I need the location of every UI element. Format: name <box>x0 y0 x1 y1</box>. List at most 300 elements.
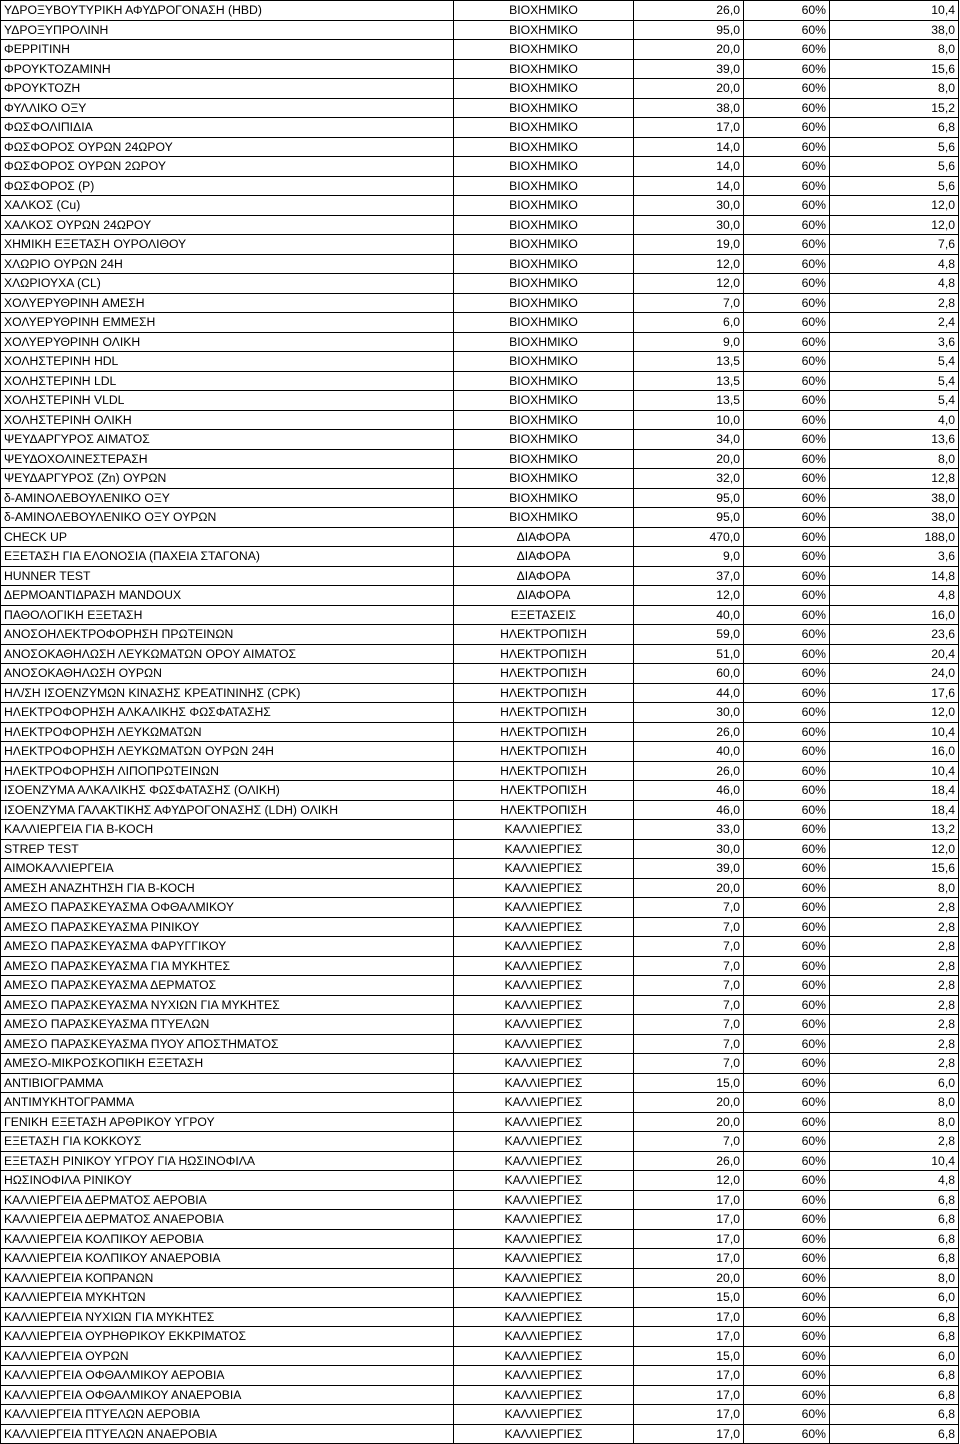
category-cell: ΚΑΛΛΙΕΡΓΙΕΣ <box>454 1346 634 1366</box>
table-row <box>1 683 959 703</box>
category-cell: ΗΛΕΚΤΡΟΠΙΣΗ <box>454 722 634 742</box>
table-row <box>1 956 959 976</box>
percentage-cell: 60% <box>744 508 830 528</box>
percentage-cell: 60% <box>744 859 830 879</box>
price-cell: 38,0 <box>634 98 744 118</box>
exam-name-cell: ΥΔΡΟΞΥΒΟΥΤΥΡΙΚΗ ΑΦΥΔΡΟΓΟΝΑΣΗ (HBD) <box>1 1 454 21</box>
price-cell: 33,0 <box>634 820 744 840</box>
category-cell: ΔΙΑΦΟΡΑ <box>454 586 634 606</box>
percentage-cell: 60% <box>744 430 830 450</box>
price-cell: 95,0 <box>634 488 744 508</box>
table-row <box>1 1171 959 1191</box>
table-row <box>1 1132 959 1152</box>
table-row <box>1 40 959 60</box>
category-cell: ΚΑΛΛΙΕΡΓΙΕΣ <box>454 898 634 918</box>
percentage-cell: 60% <box>744 1151 830 1171</box>
percentage-cell: 60% <box>744 59 830 79</box>
percentage-cell: 60% <box>744 488 830 508</box>
table-row <box>1 274 959 294</box>
table-row <box>1 547 959 567</box>
percentage-cell: 60% <box>744 1132 830 1152</box>
value-cell: 38,0 <box>830 508 959 528</box>
percentage-cell: 60% <box>744 1268 830 1288</box>
table-row <box>1 644 959 664</box>
exam-name-cell: ΚΑΛΛΙΕΡΓΕΙΑ ΚΟΛΠΙΚΟΥ ΑΝΑΕΡΟΒΙΑ <box>1 1249 454 1269</box>
price-cell: 12,0 <box>634 586 744 606</box>
price-cell: 17,0 <box>634 1405 744 1425</box>
exam-name-cell: CHECK UP <box>1 527 454 547</box>
percentage-cell: 60% <box>744 137 830 157</box>
category-cell: ΚΑΛΛΙΕΡΓΙΕΣ <box>454 1073 634 1093</box>
percentage-cell: 60% <box>744 898 830 918</box>
price-cell: 20,0 <box>634 79 744 99</box>
table-row <box>1 742 959 762</box>
percentage-cell: 60% <box>744 1307 830 1327</box>
category-cell: ΒΙΟΧΗΜΙΚΟ <box>454 40 634 60</box>
price-cell: 7,0 <box>634 956 744 976</box>
category-cell: ΗΛΕΚΤΡΟΠΙΣΗ <box>454 781 634 801</box>
table-row <box>1 215 959 235</box>
exam-name-cell: ΗΛΕΚΤΡΟΦΟΡΗΣΗ ΛΕΥΚΩΜΑΤΩΝ <box>1 722 454 742</box>
price-cell: 17,0 <box>634 1385 744 1405</box>
exam-name-cell: ΦΡΟΥΚΤΟΖΗ <box>1 79 454 99</box>
value-cell: 10,4 <box>830 1151 959 1171</box>
value-cell: 15,6 <box>830 859 959 879</box>
exam-name-cell: ΧΑΛΚΟΣ ΟΥΡΩΝ 24ΩΡΟΥ <box>1 215 454 235</box>
exam-name-cell: ΑΜΕΣΟ ΠΑΡΑΣΚΕΥΑΣΜΑ ΦΑΡΥΓΓΙΚΟΥ <box>1 937 454 957</box>
percentage-cell: 60% <box>744 254 830 274</box>
value-cell: 6,8 <box>830 1405 959 1425</box>
price-cell: 7,0 <box>634 898 744 918</box>
percentage-cell: 60% <box>744 995 830 1015</box>
percentage-cell: 60% <box>744 956 830 976</box>
table-row <box>1 1151 959 1171</box>
price-cell: 20,0 <box>634 1112 744 1132</box>
percentage-cell: 60% <box>744 410 830 430</box>
value-cell: 5,4 <box>830 352 959 372</box>
price-cell: 15,0 <box>634 1288 744 1308</box>
percentage-cell: 60% <box>744 1112 830 1132</box>
percentage-cell: 60% <box>744 781 830 801</box>
percentage-cell: 60% <box>744 1424 830 1444</box>
exam-name-cell: ΚΑΛΛΙΕΡΓΕΙΑ ΜΥΚΗΤΩΝ <box>1 1288 454 1308</box>
category-cell: ΒΙΟΧΗΜΙΚΟ <box>454 352 634 372</box>
exam-name-cell: ΚΑΛΛΙΕΡΓΕΙΑ ΟΦΘΑΛΜΙΚΟΥ ΑΝΑΕΡΟΒΙΑ <box>1 1385 454 1405</box>
value-cell: 8,0 <box>830 878 959 898</box>
table-row <box>1 1112 959 1132</box>
price-cell: 32,0 <box>634 469 744 489</box>
table-row <box>1 508 959 528</box>
price-cell: 9,0 <box>634 547 744 567</box>
price-cell: 95,0 <box>634 508 744 528</box>
value-cell: 3,6 <box>830 332 959 352</box>
value-cell: 5,6 <box>830 176 959 196</box>
table-row <box>1 820 959 840</box>
table-row <box>1 1346 959 1366</box>
category-cell: ΚΑΛΛΙΕΡΓΙΕΣ <box>454 937 634 957</box>
price-cell: 14,0 <box>634 157 744 177</box>
exam-name-cell: ΑΜΕΣΟ ΠΑΡΑΣΚΕΥΑΣΜΑ ΠΥΟΥ ΑΠΟΣΤΗΜΑΤΟΣ <box>1 1034 454 1054</box>
price-cell: 7,0 <box>634 937 744 957</box>
table-row <box>1 898 959 918</box>
percentage-cell: 60% <box>744 157 830 177</box>
value-cell: 8,0 <box>830 79 959 99</box>
table-row <box>1 566 959 586</box>
price-cell: 7,0 <box>634 995 744 1015</box>
price-cell: 39,0 <box>634 859 744 879</box>
price-cell: 17,0 <box>634 1190 744 1210</box>
category-cell: ΚΑΛΛΙΕΡΓΙΕΣ <box>454 1405 634 1425</box>
exam-name-cell: ΧΟΛΗΣΤΕΡΙΝΗ ΟΛΙΚΗ <box>1 410 454 430</box>
category-cell: ΒΙΟΧΗΜΙΚΟ <box>454 274 634 294</box>
percentage-cell: 60% <box>744 722 830 742</box>
table-row <box>1 976 959 996</box>
percentage-cell: 60% <box>744 1034 830 1054</box>
table-row <box>1 20 959 40</box>
table-row <box>1 703 959 723</box>
table-row <box>1 1327 959 1347</box>
exam-name-cell: ΑΜΕΣΟ ΠΑΡΑΣΚΕΥΑΣΜΑ ΔΕΡΜΑΤΟΣ <box>1 976 454 996</box>
percentage-cell: 60% <box>744 215 830 235</box>
value-cell: 6,8 <box>830 1190 959 1210</box>
category-cell: ΚΑΛΛΙΕΡΓΙΕΣ <box>454 1093 634 1113</box>
percentage-cell: 60% <box>744 820 830 840</box>
table-row <box>1 449 959 469</box>
category-cell: ΚΑΛΛΙΕΡΓΙΕΣ <box>454 1229 634 1249</box>
price-cell: 20,0 <box>634 878 744 898</box>
value-cell: 23,6 <box>830 625 959 645</box>
table-row <box>1 781 959 801</box>
price-cell: 30,0 <box>634 215 744 235</box>
table-row <box>1 293 959 313</box>
table-row <box>1 878 959 898</box>
price-cell: 46,0 <box>634 781 744 801</box>
value-cell: 2,8 <box>830 1054 959 1074</box>
category-cell: ΚΑΛΛΙΕΡΓΙΕΣ <box>454 917 634 937</box>
price-cell: 30,0 <box>634 839 744 859</box>
percentage-cell: 60% <box>744 527 830 547</box>
category-cell: ΒΙΟΧΗΜΙΚΟ <box>454 137 634 157</box>
category-cell: ΒΙΟΧΗΜΙΚΟ <box>454 293 634 313</box>
table-row <box>1 761 959 781</box>
price-cell: 26,0 <box>634 761 744 781</box>
category-cell: ΚΑΛΛΙΕΡΓΙΕΣ <box>454 956 634 976</box>
price-cell: 39,0 <box>634 59 744 79</box>
exam-name-cell: ΨΕΥΔΟΧΟΛΙΝΕΣΤΕΡΑΣΗ <box>1 449 454 469</box>
category-cell: ΒΙΟΧΗΜΙΚΟ <box>454 176 634 196</box>
exam-name-cell: ΨΕΥΔΑΡΓΥΡΟΣ ΑΙΜΑΤΟΣ <box>1 430 454 450</box>
percentage-cell: 60% <box>744 1 830 21</box>
value-cell: 5,6 <box>830 157 959 177</box>
exam-name-cell: ΧΟΛΥΕΡΥΘΡΙΝΗ ΟΛΙΚΗ <box>1 332 454 352</box>
value-cell: 12,8 <box>830 469 959 489</box>
category-cell: ΗΛΕΚΤΡΟΠΙΣΗ <box>454 742 634 762</box>
percentage-cell: 60% <box>744 1366 830 1386</box>
category-cell: ΚΑΛΛΙΕΡΓΙΕΣ <box>454 1268 634 1288</box>
percentage-cell: 60% <box>744 469 830 489</box>
price-cell: 95,0 <box>634 20 744 40</box>
table-row <box>1 1093 959 1113</box>
table-row <box>1 1210 959 1230</box>
value-cell: 188,0 <box>830 527 959 547</box>
value-cell: 6,8 <box>830 1385 959 1405</box>
value-cell: 5,4 <box>830 391 959 411</box>
category-cell: ΚΑΛΛΙΕΡΓΙΕΣ <box>454 1288 634 1308</box>
table-row <box>1 1190 959 1210</box>
table-row <box>1 1405 959 1425</box>
exam-name-cell: ΧΟΛΗΣΤΕΡΙΝΗ LDL <box>1 371 454 391</box>
exam-name-cell: ΗΛΕΚΤΡΟΦΟΡΗΣΗ ΛΙΠΟΠΡΩΤΕΙΝΩΝ <box>1 761 454 781</box>
table-row <box>1 488 959 508</box>
value-cell: 6,0 <box>830 1346 959 1366</box>
category-cell: ΒΙΟΧΗΜΙΚΟ <box>454 410 634 430</box>
value-cell: 15,2 <box>830 98 959 118</box>
category-cell: ΚΑΛΛΙΕΡΓΙΕΣ <box>454 859 634 879</box>
table-row <box>1 586 959 606</box>
value-cell: 12,0 <box>830 839 959 859</box>
category-cell: ΕΞΕΤΑΣΕΙΣ <box>454 605 634 625</box>
category-cell: ΚΑΛΛΙΕΡΓΙΕΣ <box>454 839 634 859</box>
category-cell: ΚΑΛΛΙΕΡΓΙΕΣ <box>454 1015 634 1035</box>
exam-name-cell: ΚΑΛΛΙΕΡΓΕΙΑ ΚΟΠΡΑΝΩΝ <box>1 1268 454 1288</box>
value-cell: 2,8 <box>830 898 959 918</box>
value-cell: 2,8 <box>830 995 959 1015</box>
value-cell: 4,8 <box>830 274 959 294</box>
value-cell: 10,4 <box>830 1 959 21</box>
table-row <box>1 157 959 177</box>
category-cell: ΗΛΕΚΤΡΟΠΙΣΗ <box>454 683 634 703</box>
table-row <box>1 800 959 820</box>
exam-name-cell: ΦΩΣΦΟΛΙΠΙΔΙΑ <box>1 118 454 138</box>
category-cell: ΒΙΟΧΗΜΙΚΟ <box>454 508 634 528</box>
exam-name-cell: ΑΜΕΣΟ ΠΑΡΑΣΚΕΥΑΣΜΑ ΝΥΧΙΩΝ ΓΙΑ ΜΥΚΗΤΕΣ <box>1 995 454 1015</box>
table-row <box>1 469 959 489</box>
percentage-cell: 60% <box>744 937 830 957</box>
table-row <box>1 1307 959 1327</box>
value-cell: 6,8 <box>830 1249 959 1269</box>
value-cell: 13,2 <box>830 820 959 840</box>
value-cell: 8,0 <box>830 1268 959 1288</box>
percentage-cell: 60% <box>744 1093 830 1113</box>
price-cell: 7,0 <box>634 293 744 313</box>
table-row <box>1 332 959 352</box>
category-cell: ΚΑΛΛΙΕΡΓΙΕΣ <box>454 1112 634 1132</box>
percentage-cell: 60% <box>744 1327 830 1347</box>
value-cell: 2,8 <box>830 976 959 996</box>
category-cell: ΗΛΕΚΤΡΟΠΙΣΗ <box>454 625 634 645</box>
percentage-cell: 60% <box>744 118 830 138</box>
exam-name-cell: ΑΜΕΣΟ ΠΑΡΑΣΚΕΥΑΣΜΑ ΡΙΝΙΚΟΥ <box>1 917 454 937</box>
category-cell: ΚΑΛΛΙΕΡΓΙΕΣ <box>454 1307 634 1327</box>
percentage-cell: 60% <box>744 1015 830 1035</box>
exam-name-cell: ΙΣΟΕΝΖΥΜΑ ΓΑΛΑΚΤΙΚΗΣ ΑΦΥΔΡΟΓΟΝΑΣΗΣ (LDH) ΟΛΙΚΗ <box>1 800 454 820</box>
percentage-cell: 60% <box>744 1385 830 1405</box>
price-cell: 9,0 <box>634 332 744 352</box>
percentage-cell: 60% <box>744 703 830 723</box>
exam-name-cell: ΙΣΟΕΝΖΥΜΑ ΑΛΚΑΛΙΚΗΣ ΦΩΣΦΑΤΑΣΗΣ (ΟΛΙΚΗ) <box>1 781 454 801</box>
price-cell: 46,0 <box>634 800 744 820</box>
table-row <box>1 1 959 21</box>
table-row <box>1 1366 959 1386</box>
exam-name-cell: ΑΝΤΙΒΙΟΓΡΑΜΜΑ <box>1 1073 454 1093</box>
percentage-cell: 60% <box>744 293 830 313</box>
exam-name-cell: ΚΑΛΛΙΕΡΓΕΙΑ ΟΥΡΗΘΡΙΚΟΥ ΕΚΚΡΙΜΑΤΟΣ <box>1 1327 454 1347</box>
exam-name-cell: ΧΛΩΡΙΟ ΟΥΡΩΝ 24Η <box>1 254 454 274</box>
exam-name-cell: ΔΕΡΜΟΑΝΤΙΔΡΑΣΗ MANDOUX <box>1 586 454 606</box>
exam-name-cell: ΑΝΟΣΟΚΑΘΗΛΩΣΗ ΛΕΥΚΩΜΑΤΩΝ ΟΡΟΥ ΑΙΜΑΤΟΣ <box>1 644 454 664</box>
exam-name-cell: ΧΛΩΡΙΟΥΧΑ (CL) <box>1 274 454 294</box>
price-cell: 37,0 <box>634 566 744 586</box>
table-row <box>1 1015 959 1035</box>
category-cell: ΒΙΟΧΗΜΙΚΟ <box>454 254 634 274</box>
price-cell: 59,0 <box>634 625 744 645</box>
percentage-cell: 60% <box>744 1346 830 1366</box>
category-cell: ΒΙΟΧΗΜΙΚΟ <box>454 98 634 118</box>
percentage-cell: 60% <box>744 1073 830 1093</box>
exam-name-cell: ΚΑΛΛΙΕΡΓΕΙΑ ΠΤΥΕΛΩΝ ΑΝΑΕΡΟΒΙΑ <box>1 1424 454 1444</box>
exam-name-cell: ΧΗΜΙΚΗ ΕΞΕΤΑΣΗ ΟΥΡΟΛΙΘΟΥ <box>1 235 454 255</box>
value-cell: 6,8 <box>830 1307 959 1327</box>
exam-name-cell: ΕΞΕΤΑΣΗ ΓΙΑ ΚΟΚΚΟΥΣ <box>1 1132 454 1152</box>
value-cell: 8,0 <box>830 1112 959 1132</box>
value-cell: 6,8 <box>830 1366 959 1386</box>
price-cell: 7,0 <box>634 976 744 996</box>
value-cell: 8,0 <box>830 449 959 469</box>
category-cell: ΒΙΟΧΗΜΙΚΟ <box>454 196 634 216</box>
category-cell: ΒΙΟΧΗΜΙΚΟ <box>454 391 634 411</box>
exam-name-cell: ΑΜΕΣΗ ΑΝΑΖΗΤΗΣΗ ΓΙΑ Β-ΚΟCH <box>1 878 454 898</box>
percentage-cell: 60% <box>744 79 830 99</box>
table-row <box>1 118 959 138</box>
value-cell: 2,8 <box>830 1015 959 1035</box>
price-cell: 17,0 <box>634 1249 744 1269</box>
value-cell: 14,8 <box>830 566 959 586</box>
category-cell: ΒΙΟΧΗΜΙΚΟ <box>454 235 634 255</box>
table-row <box>1 371 959 391</box>
table-row <box>1 605 959 625</box>
category-cell: ΔΙΑΦΟΡΑ <box>454 547 634 567</box>
exam-name-cell: HUNNER TEST <box>1 566 454 586</box>
value-cell: 10,4 <box>830 722 959 742</box>
value-cell: 4,8 <box>830 586 959 606</box>
category-cell: ΒΙΟΧΗΜΙΚΟ <box>454 488 634 508</box>
value-cell: 12,0 <box>830 215 959 235</box>
price-cell: 15,0 <box>634 1346 744 1366</box>
value-cell: 38,0 <box>830 488 959 508</box>
value-cell: 2,8 <box>830 1132 959 1152</box>
price-cell: 20,0 <box>634 1268 744 1288</box>
category-cell: ΚΑΛΛΙΕΡΓΙΕΣ <box>454 1366 634 1386</box>
exam-name-cell: ΚΑΛΛΙΕΡΓΕΙΑ ΝΥΧΙΩΝ ΓΙΑ ΜΥΚΗΤΕΣ <box>1 1307 454 1327</box>
price-cell: 13,5 <box>634 352 744 372</box>
percentage-cell: 60% <box>744 976 830 996</box>
exam-name-cell: ΕΞΕΤΑΣΗ ΓΙΑ ΕΛΟΝΟΣΙΑ (ΠΑΧΕΙΑ ΣΤΑΓΟΝΑ) <box>1 547 454 567</box>
value-cell: 6,8 <box>830 1210 959 1230</box>
value-cell: 17,6 <box>830 683 959 703</box>
table-row <box>1 937 959 957</box>
exam-name-cell: ΑΜΕΣΟ-ΜΙΚΡΟΣΚΟΠΙΚΗ ΕΞΕΤΑΣΗ <box>1 1054 454 1074</box>
value-cell: 5,4 <box>830 371 959 391</box>
category-cell: ΒΙΟΧΗΜΙΚΟ <box>454 79 634 99</box>
table-row <box>1 391 959 411</box>
category-cell: ΒΙΟΧΗΜΙΚΟ <box>454 1 634 21</box>
category-cell: ΚΑΛΛΙΕΡΓΙΕΣ <box>454 1249 634 1269</box>
percentage-cell: 60% <box>744 196 830 216</box>
exam-name-cell: ΧΟΛΗΣΤΕΡΙΝΗ HDL <box>1 352 454 372</box>
category-cell: ΒΙΟΧΗΜΙΚΟ <box>454 371 634 391</box>
value-cell: 6,8 <box>830 1424 959 1444</box>
table-row <box>1 313 959 333</box>
table-row <box>1 235 959 255</box>
table-row <box>1 79 959 99</box>
price-cell: 12,0 <box>634 1171 744 1191</box>
percentage-cell: 60% <box>744 352 830 372</box>
table-row <box>1 430 959 450</box>
exam-name-cell: ΧΟΛΥΕΡΥΘΡΙΝΗ ΕΜΜΕΣΗ <box>1 313 454 333</box>
exam-name-cell: ΠΑΘΟΛΟΓΙΚΗ ΕΞΕΤΑΣΗ <box>1 605 454 625</box>
category-cell: ΔΙΑΦΟΡΑ <box>454 527 634 547</box>
value-cell: 5,6 <box>830 137 959 157</box>
category-cell: ΚΑΛΛΙΕΡΓΙΕΣ <box>454 820 634 840</box>
table-row <box>1 859 959 879</box>
value-cell: 13,6 <box>830 430 959 450</box>
value-cell: 2,8 <box>830 917 959 937</box>
category-cell: ΗΛΕΚΤΡΟΠΙΣΗ <box>454 664 634 684</box>
category-cell: ΔΙΑΦΟΡΑ <box>454 566 634 586</box>
exam-name-cell: ΚΑΛΛΙΕΡΓΕΙΑ ΟΥΡΩΝ <box>1 1346 454 1366</box>
table-row <box>1 1229 959 1249</box>
price-cell: 17,0 <box>634 1229 744 1249</box>
category-cell: ΗΛΕΚΤΡΟΠΙΣΗ <box>454 703 634 723</box>
price-cell: 20,0 <box>634 1093 744 1113</box>
percentage-cell: 60% <box>744 274 830 294</box>
table-row <box>1 137 959 157</box>
exam-name-cell: ΗΛ/ΣΗ ΙΣΟΕΝΖΥΜΩΝ ΚΙΝΑΣΗΣ ΚΡΕΑΤΙΝΙΝΗΣ (CPK) <box>1 683 454 703</box>
percentage-cell: 60% <box>744 313 830 333</box>
exam-name-cell: ΚΑΛΛΙΕΡΓΕΙΑ ΚΟΛΠΙΚΟΥ ΑΕΡΟΒΙΑ <box>1 1229 454 1249</box>
value-cell: 20,4 <box>830 644 959 664</box>
exam-name-cell: ΑΜΕΣΟ ΠΑΡΑΣΚΕΥΑΣΜΑ ΠΤΥΕΛΩΝ <box>1 1015 454 1035</box>
value-cell: 7,6 <box>830 235 959 255</box>
exam-name-cell: ΕΞΕΤΑΣΗ ΡΙΝΙΚΟΥ ΥΓΡΟΥ ΓΙΑ ΗΩΣΙΝΟΦΙΛΑ <box>1 1151 454 1171</box>
price-cell: 12,0 <box>634 274 744 294</box>
exam-name-cell: ΧΑΛΚΟΣ (Cu) <box>1 196 454 216</box>
table-row <box>1 410 959 430</box>
percentage-cell: 60% <box>744 1190 830 1210</box>
price-cell: 51,0 <box>634 644 744 664</box>
value-cell: 18,4 <box>830 781 959 801</box>
category-cell: ΚΑΛΛΙΕΡΓΙΕΣ <box>454 1034 634 1054</box>
percentage-cell: 60% <box>744 605 830 625</box>
exam-name-cell: δ-ΑΜΙΝΟΛΕΒΟΥΛΕΝΙΚΟ ΟΞΥ ΟΥΡΩΝ <box>1 508 454 528</box>
value-cell: 8,0 <box>830 1093 959 1113</box>
percentage-cell: 60% <box>744 1229 830 1249</box>
table-row <box>1 722 959 742</box>
percentage-cell: 60% <box>744 40 830 60</box>
value-cell: 4,0 <box>830 410 959 430</box>
exam-name-cell: ΓΕΝΙΚΗ ΕΞΕΤΑΣΗ ΑΡΘΡΙΚΟΥ ΥΓΡΟΥ <box>1 1112 454 1132</box>
table-row <box>1 1034 959 1054</box>
percentage-cell: 60% <box>744 1249 830 1269</box>
exam-name-cell: ΑΜΕΣΟ ΠΑΡΑΣΚΕΥΑΣΜΑ ΟΦΘΑΛΜΙΚΟΥ <box>1 898 454 918</box>
exam-name-cell: STREP TEST <box>1 839 454 859</box>
category-cell: ΒΙΟΧΗΜΙΚΟ <box>454 157 634 177</box>
table-row <box>1 917 959 937</box>
percentage-cell: 60% <box>744 625 830 645</box>
price-cell: 7,0 <box>634 1034 744 1054</box>
category-cell: ΚΑΛΛΙΕΡΓΙΕΣ <box>454 878 634 898</box>
percentage-cell: 60% <box>744 1405 830 1425</box>
